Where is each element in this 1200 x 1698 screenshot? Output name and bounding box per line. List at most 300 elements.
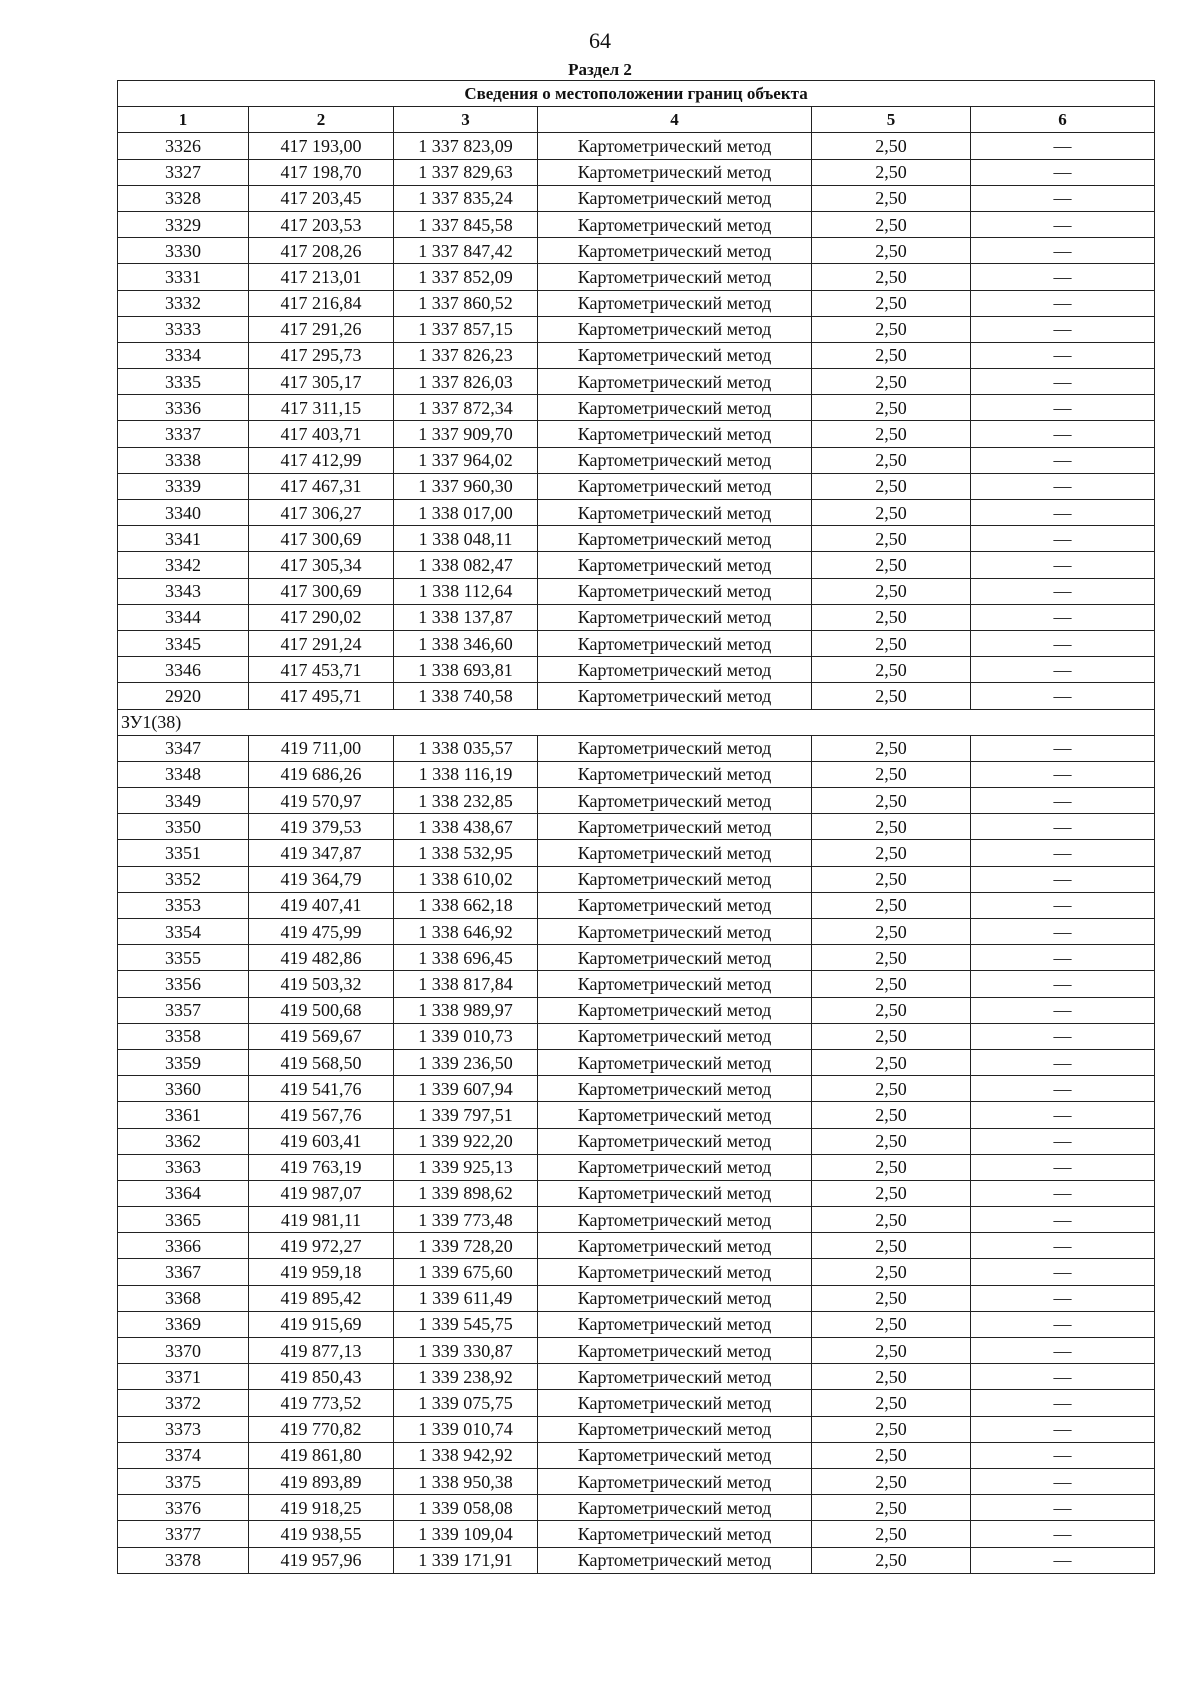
- y-coordinate-cell: 1 337 909,70: [394, 421, 538, 447]
- table-row: [118, 1285, 1155, 1311]
- point-number-cell: 3343: [118, 578, 249, 604]
- x-coordinate-cell: 417 306,27: [249, 500, 394, 526]
- accuracy-cell: 2,50: [812, 1180, 971, 1206]
- x-coordinate-cell: 417 311,15: [249, 395, 394, 421]
- method-cell: Картометрический метод: [538, 369, 812, 395]
- x-coordinate-cell: 417 403,71: [249, 421, 394, 447]
- accuracy-cell: 2,50: [812, 866, 971, 892]
- note-cell: —: [971, 211, 1155, 237]
- x-coordinate-cell: 417 213,01: [249, 264, 394, 290]
- y-coordinate-cell: 1 339 109,04: [394, 1521, 538, 1547]
- point-number-cell: 3337: [118, 421, 249, 447]
- y-coordinate-cell: 1 339 922,20: [394, 1128, 538, 1154]
- accuracy-cell: 2,50: [812, 1049, 971, 1075]
- method-cell: Картометрический метод: [538, 1207, 812, 1233]
- point-number-cell: 3378: [118, 1547, 249, 1573]
- point-number-cell: 3344: [118, 604, 249, 630]
- point-number-cell: 3372: [118, 1390, 249, 1416]
- point-number-cell: 3367: [118, 1259, 249, 1285]
- method-cell: Картометрический метод: [538, 657, 812, 683]
- note-cell: —: [971, 369, 1155, 395]
- column-header: 1: [118, 107, 249, 133]
- table-row: [118, 421, 1155, 447]
- point-number-cell: 3362: [118, 1128, 249, 1154]
- x-coordinate-cell: 419 603,41: [249, 1128, 394, 1154]
- note-cell: —: [971, 840, 1155, 866]
- note-cell: —: [971, 1023, 1155, 1049]
- table-row: [118, 1547, 1155, 1573]
- point-number-cell: 3359: [118, 1049, 249, 1075]
- method-cell: Картометрический метод: [538, 761, 812, 787]
- x-coordinate-cell: 419 861,80: [249, 1442, 394, 1468]
- table-row: [118, 578, 1155, 604]
- y-coordinate-cell: 1 339 236,50: [394, 1049, 538, 1075]
- x-coordinate-cell: 419 347,87: [249, 840, 394, 866]
- column-header: 2: [249, 107, 394, 133]
- table-row: [118, 395, 1155, 421]
- note-cell: —: [971, 814, 1155, 840]
- point-number-cell: 3376: [118, 1495, 249, 1521]
- note-cell: —: [971, 552, 1155, 578]
- y-coordinate-cell: 1 337 964,02: [394, 447, 538, 473]
- x-coordinate-cell: 419 773,52: [249, 1390, 394, 1416]
- column-header: 4: [538, 107, 812, 133]
- point-number-cell: 3339: [118, 473, 249, 499]
- point-number-cell: 3358: [118, 1023, 249, 1049]
- note-cell: —: [971, 997, 1155, 1023]
- accuracy-cell: 2,50: [812, 971, 971, 997]
- table-row: [118, 1076, 1155, 1102]
- note-cell: —: [971, 500, 1155, 526]
- note-cell: —: [971, 1468, 1155, 1494]
- accuracy-cell: 2,50: [812, 945, 971, 971]
- accuracy-cell: 2,50: [812, 657, 971, 683]
- method-cell: Картометрический метод: [538, 919, 812, 945]
- method-cell: Картометрический метод: [538, 316, 812, 342]
- note-cell: —: [971, 1521, 1155, 1547]
- note-cell: —: [971, 1285, 1155, 1311]
- point-number-cell: 3352: [118, 866, 249, 892]
- note-cell: —: [971, 264, 1155, 290]
- accuracy-cell: 2,50: [812, 840, 971, 866]
- column-header: 5: [812, 107, 971, 133]
- table-row: [118, 526, 1155, 552]
- table-row: [118, 892, 1155, 918]
- table-row: [118, 761, 1155, 787]
- note-cell: —: [971, 342, 1155, 368]
- point-number-cell: 3327: [118, 159, 249, 185]
- method-cell: Картометрический метод: [538, 1468, 812, 1494]
- note-cell: —: [971, 1416, 1155, 1442]
- method-cell: Картометрический метод: [538, 814, 812, 840]
- point-number-cell: 3332: [118, 290, 249, 316]
- y-coordinate-cell: 1 337 823,09: [394, 133, 538, 159]
- x-coordinate-cell: 419 541,76: [249, 1076, 394, 1102]
- method-cell: Картометрический метод: [538, 866, 812, 892]
- point-number-cell: 3329: [118, 211, 249, 237]
- y-coordinate-cell: 1 337 826,23: [394, 342, 538, 368]
- y-coordinate-cell: 1 338 950,38: [394, 1468, 538, 1494]
- y-coordinate-cell: 1 337 872,34: [394, 395, 538, 421]
- point-number-cell: 3326: [118, 133, 249, 159]
- accuracy-cell: 2,50: [812, 447, 971, 473]
- table-row: [118, 1338, 1155, 1364]
- accuracy-cell: 2,50: [812, 185, 971, 211]
- x-coordinate-cell: 417 300,69: [249, 526, 394, 552]
- note-cell: —: [971, 1259, 1155, 1285]
- accuracy-cell: 2,50: [812, 761, 971, 787]
- table-row: [118, 1495, 1155, 1521]
- table-row: [118, 1023, 1155, 1049]
- accuracy-cell: 2,50: [812, 1468, 971, 1494]
- y-coordinate-cell: 1 337 829,63: [394, 159, 538, 185]
- accuracy-cell: 2,50: [812, 421, 971, 447]
- x-coordinate-cell: 419 915,69: [249, 1311, 394, 1337]
- note-cell: —: [971, 1233, 1155, 1259]
- method-cell: Картометрический метод: [538, 1285, 812, 1311]
- method-cell: Картометрический метод: [538, 1390, 812, 1416]
- group-label-row: [118, 709, 1155, 735]
- y-coordinate-cell: 1 338 035,57: [394, 735, 538, 761]
- x-coordinate-cell: 419 763,19: [249, 1154, 394, 1180]
- note-cell: —: [971, 1049, 1155, 1075]
- x-coordinate-cell: 419 482,86: [249, 945, 394, 971]
- accuracy-cell: 2,50: [812, 997, 971, 1023]
- x-coordinate-cell: 419 570,97: [249, 788, 394, 814]
- section-title: Раздел 2: [568, 60, 632, 79]
- note-cell: —: [971, 604, 1155, 630]
- table-row: [118, 919, 1155, 945]
- y-coordinate-cell: 1 338 116,19: [394, 761, 538, 787]
- point-number-cell: 3356: [118, 971, 249, 997]
- accuracy-cell: 2,50: [812, 369, 971, 395]
- point-number-cell: 3363: [118, 1154, 249, 1180]
- accuracy-cell: 2,50: [812, 1076, 971, 1102]
- method-cell: Картометрический метод: [538, 630, 812, 656]
- y-coordinate-cell: 1 338 232,85: [394, 788, 538, 814]
- note-cell: —: [971, 1102, 1155, 1128]
- method-cell: Картометрический метод: [538, 1154, 812, 1180]
- point-number-cell: 3342: [118, 552, 249, 578]
- y-coordinate-cell: 1 338 532,95: [394, 840, 538, 866]
- method-cell: Картометрический метод: [538, 1233, 812, 1259]
- table-caption-row: [118, 81, 1155, 107]
- x-coordinate-cell: 417 198,70: [249, 159, 394, 185]
- accuracy-cell: 2,50: [812, 788, 971, 814]
- accuracy-cell: 2,50: [812, 604, 971, 630]
- point-number-cell: 3360: [118, 1076, 249, 1102]
- method-cell: Картометрический метод: [538, 892, 812, 918]
- y-coordinate-cell: 1 338 438,67: [394, 814, 538, 840]
- table-row: [118, 316, 1155, 342]
- point-number-cell: 3361: [118, 1102, 249, 1128]
- y-coordinate-cell: 1 337 860,52: [394, 290, 538, 316]
- method-cell: Картометрический метод: [538, 840, 812, 866]
- accuracy-cell: 2,50: [812, 1442, 971, 1468]
- point-number-cell: 3364: [118, 1180, 249, 1206]
- accuracy-cell: 2,50: [812, 159, 971, 185]
- table-row: [118, 1102, 1155, 1128]
- note-cell: —: [971, 630, 1155, 656]
- point-number-cell: 3335: [118, 369, 249, 395]
- table-row: [118, 1154, 1155, 1180]
- x-coordinate-cell: 419 981,11: [249, 1207, 394, 1233]
- x-coordinate-cell: 419 407,41: [249, 892, 394, 918]
- accuracy-cell: 2,50: [812, 500, 971, 526]
- y-coordinate-cell: 1 338 662,18: [394, 892, 538, 918]
- x-coordinate-cell: 417 305,34: [249, 552, 394, 578]
- point-number-cell: 3353: [118, 892, 249, 918]
- method-cell: Картометрический метод: [538, 1442, 812, 1468]
- accuracy-cell: 2,50: [812, 1338, 971, 1364]
- accuracy-cell: 2,50: [812, 683, 971, 709]
- y-coordinate-cell: 1 337 852,09: [394, 264, 538, 290]
- table-row: [118, 1180, 1155, 1206]
- y-coordinate-cell: 1 337 847,42: [394, 238, 538, 264]
- x-coordinate-cell: 417 295,73: [249, 342, 394, 368]
- y-coordinate-cell: 1 339 545,75: [394, 1311, 538, 1337]
- point-number-cell: 3349: [118, 788, 249, 814]
- accuracy-cell: 2,50: [812, 552, 971, 578]
- y-coordinate-cell: 1 339 898,62: [394, 1180, 538, 1206]
- x-coordinate-cell: 417 291,24: [249, 630, 394, 656]
- note-cell: —: [971, 1311, 1155, 1337]
- x-coordinate-cell: 419 987,07: [249, 1180, 394, 1206]
- table-row: [118, 1233, 1155, 1259]
- y-coordinate-cell: 1 339 010,74: [394, 1416, 538, 1442]
- accuracy-cell: 2,50: [812, 578, 971, 604]
- x-coordinate-cell: 419 770,82: [249, 1416, 394, 1442]
- x-coordinate-cell: 419 568,50: [249, 1049, 394, 1075]
- accuracy-cell: 2,50: [812, 1416, 971, 1442]
- table-row: [118, 814, 1155, 840]
- y-coordinate-cell: 1 338 017,00: [394, 500, 538, 526]
- point-number-cell: 3355: [118, 945, 249, 971]
- table-row: [118, 133, 1155, 159]
- y-coordinate-cell: 1 338 989,97: [394, 997, 538, 1023]
- table-row: [118, 866, 1155, 892]
- y-coordinate-cell: 1 339 607,94: [394, 1076, 538, 1102]
- accuracy-cell: 2,50: [812, 1495, 971, 1521]
- method-cell: Картометрический метод: [538, 1023, 812, 1049]
- method-cell: Картометрический метод: [538, 238, 812, 264]
- note-cell: —: [971, 1442, 1155, 1468]
- table-row: [118, 683, 1155, 709]
- method-cell: Картометрический метод: [538, 1076, 812, 1102]
- method-cell: Картометрический метод: [538, 1495, 812, 1521]
- table-row: [118, 735, 1155, 761]
- accuracy-cell: 2,50: [812, 1154, 971, 1180]
- note-cell: —: [971, 290, 1155, 316]
- y-coordinate-cell: 1 338 696,45: [394, 945, 538, 971]
- y-coordinate-cell: 1 338 817,84: [394, 971, 538, 997]
- accuracy-cell: 2,50: [812, 814, 971, 840]
- note-cell: —: [971, 919, 1155, 945]
- y-coordinate-cell: 1 338 740,58: [394, 683, 538, 709]
- method-cell: Картометрический метод: [538, 552, 812, 578]
- point-number-cell: 3341: [118, 526, 249, 552]
- accuracy-cell: 2,50: [812, 892, 971, 918]
- accuracy-cell: 2,50: [812, 1259, 971, 1285]
- table-row: [118, 500, 1155, 526]
- method-cell: Картометрический метод: [538, 1259, 812, 1285]
- note-cell: —: [971, 395, 1155, 421]
- method-cell: Картометрический метод: [538, 526, 812, 552]
- note-cell: —: [971, 866, 1155, 892]
- table-row: [118, 1128, 1155, 1154]
- method-cell: Картометрический метод: [538, 473, 812, 499]
- note-cell: —: [971, 421, 1155, 447]
- table-row: [118, 1259, 1155, 1285]
- point-number-cell: 3330: [118, 238, 249, 264]
- table-row: [118, 185, 1155, 211]
- y-coordinate-cell: 1 337 960,30: [394, 473, 538, 499]
- x-coordinate-cell: 417 203,45: [249, 185, 394, 211]
- x-coordinate-cell: 419 938,55: [249, 1521, 394, 1547]
- point-number-cell: 3375: [118, 1468, 249, 1494]
- method-cell: Картометрический метод: [538, 604, 812, 630]
- method-cell: Картометрический метод: [538, 735, 812, 761]
- x-coordinate-cell: 419 503,32: [249, 971, 394, 997]
- x-coordinate-cell: 417 300,69: [249, 578, 394, 604]
- note-cell: —: [971, 945, 1155, 971]
- group-label: ЗУ1(38): [118, 709, 1155, 735]
- table-row: [118, 447, 1155, 473]
- table-row: [118, 264, 1155, 290]
- note-cell: —: [971, 892, 1155, 918]
- x-coordinate-cell: 419 567,76: [249, 1102, 394, 1128]
- point-number-cell: 3351: [118, 840, 249, 866]
- method-cell: Картометрический метод: [538, 997, 812, 1023]
- y-coordinate-cell: 1 338 646,92: [394, 919, 538, 945]
- table-row: [118, 1207, 1155, 1233]
- accuracy-cell: 2,50: [812, 1023, 971, 1049]
- method-cell: Картометрический метод: [538, 159, 812, 185]
- method-cell: Картометрический метод: [538, 1049, 812, 1075]
- method-cell: Картометрический метод: [538, 971, 812, 997]
- x-coordinate-cell: 417 291,26: [249, 316, 394, 342]
- y-coordinate-cell: 1 339 797,51: [394, 1102, 538, 1128]
- point-number-cell: 3370: [118, 1338, 249, 1364]
- x-coordinate-cell: 419 918,25: [249, 1495, 394, 1521]
- x-coordinate-cell: 417 216,84: [249, 290, 394, 316]
- accuracy-cell: 2,50: [812, 1128, 971, 1154]
- method-cell: Картометрический метод: [538, 683, 812, 709]
- y-coordinate-cell: 1 339 238,92: [394, 1364, 538, 1390]
- accuracy-cell: 2,50: [812, 1311, 971, 1337]
- y-coordinate-cell: 1 337 857,15: [394, 316, 538, 342]
- method-cell: Картометрический метод: [538, 185, 812, 211]
- x-coordinate-cell: 419 877,13: [249, 1338, 394, 1364]
- method-cell: Картометрический метод: [538, 1521, 812, 1547]
- y-coordinate-cell: 1 338 346,60: [394, 630, 538, 656]
- table-row: [118, 238, 1155, 264]
- table-row: [118, 1442, 1155, 1468]
- point-number-cell: 3334: [118, 342, 249, 368]
- method-cell: Картометрический метод: [538, 1180, 812, 1206]
- accuracy-cell: 2,50: [812, 211, 971, 237]
- y-coordinate-cell: 1 339 330,87: [394, 1338, 538, 1364]
- table-row: [118, 211, 1155, 237]
- table-row: [118, 1521, 1155, 1547]
- method-cell: Картометрический метод: [538, 211, 812, 237]
- x-coordinate-cell: 419 850,43: [249, 1364, 394, 1390]
- note-cell: —: [971, 526, 1155, 552]
- point-number-cell: 3366: [118, 1233, 249, 1259]
- table-row: [118, 997, 1155, 1023]
- y-coordinate-cell: 1 337 826,03: [394, 369, 538, 395]
- x-coordinate-cell: 419 500,68: [249, 997, 394, 1023]
- accuracy-cell: 2,50: [812, 1390, 971, 1416]
- accuracy-cell: 2,50: [812, 735, 971, 761]
- x-coordinate-cell: 417 208,26: [249, 238, 394, 264]
- note-cell: —: [971, 473, 1155, 499]
- method-cell: Картометрический метод: [538, 788, 812, 814]
- accuracy-cell: 2,50: [812, 342, 971, 368]
- note-cell: —: [971, 1495, 1155, 1521]
- table-row: [118, 473, 1155, 499]
- y-coordinate-cell: 1 337 845,58: [394, 211, 538, 237]
- table-row: [118, 369, 1155, 395]
- point-number-cell: 3346: [118, 657, 249, 683]
- x-coordinate-cell: 417 305,17: [249, 369, 394, 395]
- y-coordinate-cell: 1 338 693,81: [394, 657, 538, 683]
- x-coordinate-cell: 417 467,31: [249, 473, 394, 499]
- accuracy-cell: 2,50: [812, 1547, 971, 1573]
- table-row: [118, 290, 1155, 316]
- x-coordinate-cell: 417 412,99: [249, 447, 394, 473]
- note-cell: —: [971, 761, 1155, 787]
- point-number-cell: 3333: [118, 316, 249, 342]
- method-cell: Картометрический метод: [538, 945, 812, 971]
- x-coordinate-cell: 417 290,02: [249, 604, 394, 630]
- method-cell: Картометрический метод: [538, 264, 812, 290]
- method-cell: Картометрический метод: [538, 342, 812, 368]
- x-coordinate-cell: 419 957,96: [249, 1547, 394, 1573]
- note-cell: —: [971, 578, 1155, 604]
- point-number-cell: 3373: [118, 1416, 249, 1442]
- method-cell: Картометрический метод: [538, 500, 812, 526]
- x-coordinate-cell: 417 193,00: [249, 133, 394, 159]
- table-row: [118, 657, 1155, 683]
- point-number-cell: 3377: [118, 1521, 249, 1547]
- note-cell: —: [971, 1207, 1155, 1233]
- note-cell: —: [971, 1338, 1155, 1364]
- y-coordinate-cell: 1 339 611,49: [394, 1285, 538, 1311]
- note-cell: —: [971, 316, 1155, 342]
- point-number-cell: 3328: [118, 185, 249, 211]
- point-number-cell: 3338: [118, 447, 249, 473]
- accuracy-cell: 2,50: [812, 526, 971, 552]
- accuracy-cell: 2,50: [812, 1364, 971, 1390]
- note-cell: —: [971, 1154, 1155, 1180]
- y-coordinate-cell: 1 338 048,11: [394, 526, 538, 552]
- note-cell: —: [971, 1364, 1155, 1390]
- y-coordinate-cell: 1 339 058,08: [394, 1495, 538, 1521]
- y-coordinate-cell: 1 339 773,48: [394, 1207, 538, 1233]
- x-coordinate-cell: 419 364,79: [249, 866, 394, 892]
- x-coordinate-cell: 419 959,18: [249, 1259, 394, 1285]
- method-cell: Картометрический метод: [538, 1102, 812, 1128]
- table-row: [118, 1390, 1155, 1416]
- boundary-coordinates-table: [117, 80, 1155, 1574]
- table-row: [118, 788, 1155, 814]
- method-cell: Картометрический метод: [538, 133, 812, 159]
- x-coordinate-cell: 417 495,71: [249, 683, 394, 709]
- point-number-cell: 3371: [118, 1364, 249, 1390]
- point-number-cell: 3354: [118, 919, 249, 945]
- y-coordinate-cell: 1 339 925,13: [394, 1154, 538, 1180]
